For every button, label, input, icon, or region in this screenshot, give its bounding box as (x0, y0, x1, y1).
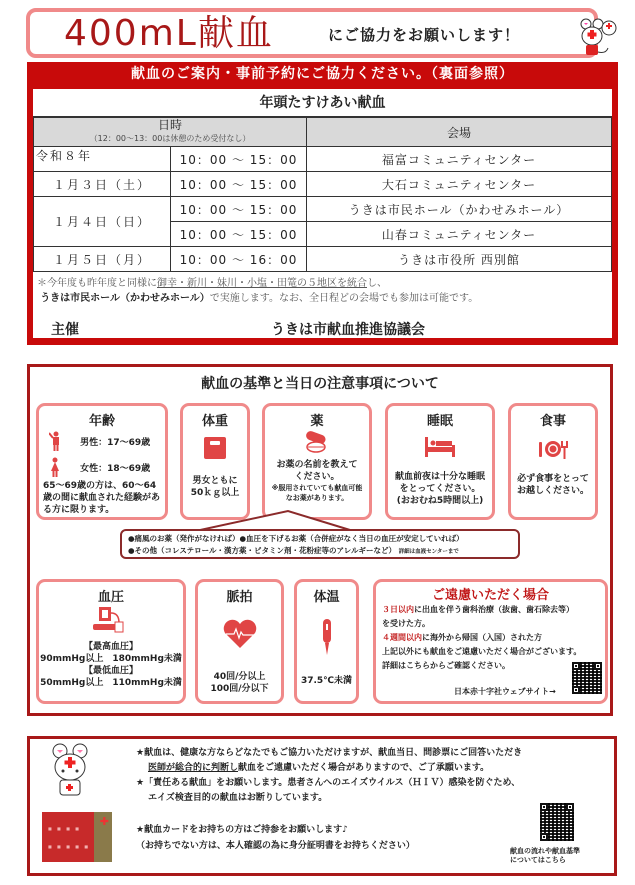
banner-subtitle: にご協力をお願いします！ (328, 26, 521, 44)
qr-caption-line1: 献血の流れや献血基準 (510, 847, 580, 855)
medicine-line2: ください。 (294, 472, 340, 482)
age-male: 男性：17～69歳 (80, 438, 151, 448)
callout-pointer (200, 507, 400, 531)
callout-line1: ●痛風のお薬（発作がなければ）●血圧を下げるお薬（合併症がなく当日の血圧が安定していれば） (128, 534, 464, 543)
table-row (34, 172, 612, 197)
era-year: 令和８年 (34, 147, 171, 172)
qr-caption-line2: についてはこちら (510, 856, 566, 864)
refrain-card (373, 579, 608, 704)
venue-cell: うきは市役所 西別館 (307, 247, 612, 272)
female-icon (49, 457, 61, 477)
sleep-card (385, 403, 495, 520)
meal-line2: お越しください。 (516, 486, 589, 496)
qr-caption (510, 847, 580, 865)
pulse-card (195, 579, 284, 704)
note-underlined: 御幸・新川・妹川・小塩・田篭の５地区を統合 (157, 278, 367, 289)
banner-title: 400mL献血 (64, 13, 274, 54)
refrain-text: 上記以外にも献血をご遠慮いただく場合がございます。 (382, 647, 582, 656)
age-heading: 年齢 (88, 414, 115, 429)
note-venue: うきは市民ホール（かわせみホール） (40, 293, 210, 304)
pill-icon (304, 431, 330, 453)
bp-min-label: 【最低血圧】 (83, 666, 138, 676)
callout-note: 詳細は血液センターまで (398, 549, 459, 555)
temp-line1: 37.5℃未満 (300, 676, 353, 686)
weight-heading: 体重 (201, 414, 228, 429)
medicine-card (262, 403, 372, 520)
schedule-table (33, 117, 612, 272)
criteria-section (27, 364, 613, 716)
refrain-heading: ご遠慮いただく場合 (431, 588, 549, 603)
bp-min-value: 50mmHg以上 110mmHg未満 (40, 678, 182, 688)
temp-heading: 体温 (313, 590, 340, 605)
meal-icon (538, 439, 568, 459)
date-cell: １月３日（土） (34, 172, 171, 197)
donor-card-image: ✚ ■ ■ ■ ■ ■ ■ ■ ■ ■ (42, 812, 112, 862)
table-row (34, 197, 612, 222)
note-text: し、 (367, 278, 387, 289)
venue-cell: 大石コミュニティセンター (307, 172, 612, 197)
notice-section (27, 736, 617, 876)
notice-underlined: 医師が総合的に判断し (148, 763, 239, 773)
blood-pressure-card (36, 579, 186, 704)
date-cell: １月５日（月） (34, 247, 171, 272)
refrain-text: に出血を伴う歯科治療（抜歯、歯石除去等） (414, 605, 574, 614)
header-venue: 会場 (307, 118, 612, 147)
refrain-highlight: ３日以内 (382, 605, 414, 614)
qr-code-jrc[interactable] (572, 662, 602, 694)
venue-cell: うきは市民ホール（かわせみホール） (307, 197, 612, 222)
bp-max-label: 【最高血圧】 (83, 642, 138, 652)
mascot-icon (578, 18, 618, 60)
bp-heading: 血圧 (97, 590, 124, 605)
qr-code-criteria[interactable] (540, 803, 574, 841)
notice-line1: ★献血は、健康な方ならどなたでもご協力いただけますが、献血当日、問診票にご回答いただき (136, 748, 523, 758)
weight-card (180, 403, 250, 520)
time-cell: 10：00 ～ 15：00 (171, 147, 307, 172)
schedule-note (33, 272, 612, 306)
notice-line6: （お持ちでない方は、本人確認の為に身分証明書をお持ちください） (136, 841, 415, 851)
time-cell: 10：00 ～ 15：00 (171, 222, 307, 247)
notice-line4: エイズ検査目的の献血はお断りしています。 (148, 793, 328, 803)
venue-cell: 福富コミュニティセンター (307, 147, 612, 172)
pulse-line2: 100回/分以下 (210, 684, 269, 694)
medicine-callout (120, 529, 520, 559)
sleep-heading: 睡眠 (426, 414, 453, 429)
notice-line2: 献血をご遠慮いただく場合がありますので、ご了承願います。 (238, 763, 490, 773)
age-female: 女性：18～69歳 (80, 464, 151, 474)
venue-cell: 山春コミュニティセンター (307, 222, 612, 247)
sleep-line2: をとってください。 (399, 484, 481, 494)
meal-card (508, 403, 598, 520)
notice-line3: ★「責任ある献血」をお願いします。患者さんへのエイズウイルス（ＨＩＶ）感染を防ぐため、 (136, 778, 521, 788)
schedule-panel (33, 89, 612, 338)
sleep-line1: 献血前夜は十分な睡眠 (394, 472, 485, 482)
medicine-note2: なお薬があります。 (285, 494, 349, 502)
temperature-card (294, 579, 359, 704)
header-date (34, 118, 307, 147)
table-row (34, 247, 612, 272)
event-title: 年頭たすけあい献血 (33, 89, 612, 117)
table-header-row (34, 118, 612, 147)
table-row (34, 147, 612, 172)
bed-icon (425, 437, 455, 457)
refrain-text: 詳細はこちらからご確認ください。 (382, 661, 510, 670)
age-note: 65～69歳の方は、60～64歳の間に献血された経験がある方に限ります。 (43, 481, 161, 515)
time-cell: 10：00 ～ 15：00 (171, 172, 307, 197)
organizer-name: うきは市献血推進協議会 (271, 322, 425, 338)
medicine-line1: お薬の名前を教えて (276, 460, 358, 470)
male-icon (49, 431, 61, 451)
jrc-website-link[interactable]: 日本赤十字社ウェブサイト→ (454, 687, 556, 696)
schedule-section (27, 62, 618, 345)
organizer-label: 主催 (51, 322, 79, 338)
header-banner (26, 8, 598, 58)
bp-max-value: 90mmHg以上 180mmHg未満 (40, 654, 182, 664)
mascot-icon (48, 743, 94, 799)
weight-line1: 男女ともに (192, 476, 238, 486)
meal-heading: 食事 (539, 414, 566, 429)
thermometer-icon (322, 619, 332, 655)
header-date-note: （12：00～13：00は休憩のため受付なし） (89, 134, 251, 143)
medicine-heading: 薬 (310, 414, 324, 429)
time-cell: 10：00 ～ 16：00 (171, 247, 307, 272)
schedule-heading: 献血のご案内・事前予約にご協力ください。（裏面参照） (131, 66, 514, 82)
date-cell: １月４日（日） (34, 197, 171, 247)
pulse-line1: 40回/分以上 (213, 672, 266, 682)
red-cross-icon: ✚ (99, 815, 109, 828)
note-text: で実施します。なお、全日程どの会場でも参加は可能です。 (209, 293, 479, 304)
notice-line5: ★献血カードをお持ちの方はご持参をお願いします♪ (136, 825, 348, 835)
blood-pressure-icon (93, 607, 129, 633)
callout-line2: ●その他（コレステロール・漢方薬・ビタミン剤・花粉症等のアレルギーなど） (128, 546, 397, 555)
time-cell: 10：00 ～ 15：00 (171, 197, 307, 222)
pulse-heading: 脈拍 (226, 590, 253, 605)
note-text: ＊今年度も昨年度と同様に (37, 278, 157, 289)
sleep-line3: (おおむね5時間以上) (396, 496, 484, 506)
heart-icon (222, 619, 258, 649)
refrain-highlight: ４週間以内 (382, 633, 422, 642)
scale-icon (204, 437, 226, 459)
medicine-note1: ※服用されていても献血可能 (271, 484, 363, 492)
weight-line2: 50ｋｇ以上 (190, 488, 240, 498)
age-card (36, 403, 168, 520)
meal-line1: 必ず食事をとって (517, 474, 589, 484)
header-date-label: 日時 (157, 118, 182, 132)
refrain-text: を受けた方。 (382, 619, 430, 628)
criteria-title: 献血の基準と当日の注意事項について (201, 376, 439, 392)
refrain-text: に海外から帰国（入国）された方 (422, 633, 542, 642)
